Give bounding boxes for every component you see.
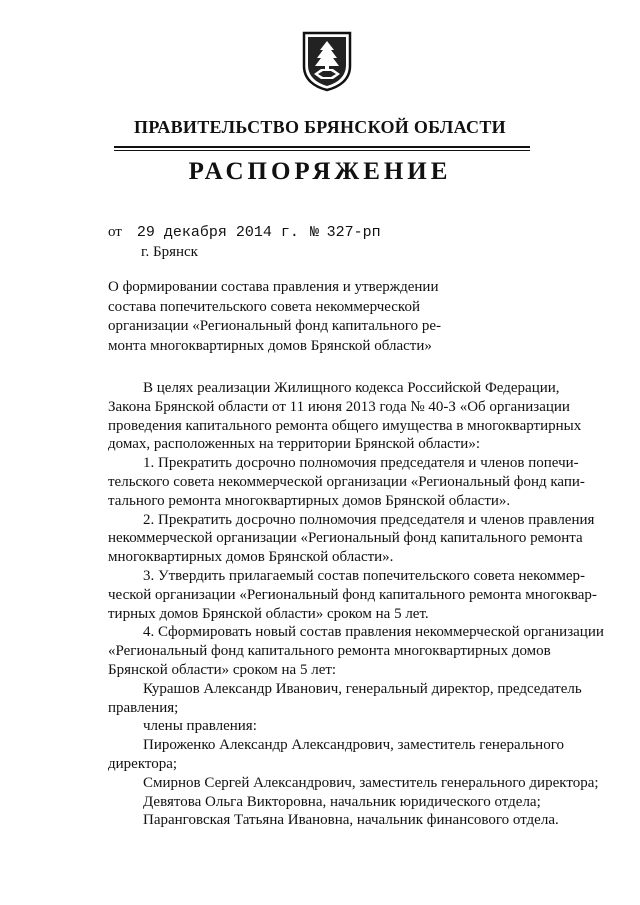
body-line: Пироженко Александр Александрович, заместитель генерального <box>143 737 564 754</box>
document-date-number <box>108 224 381 241</box>
body-line: В целях реализации Жилищного кодекса Российской Федерации, <box>143 380 560 396</box>
body-line: 2. Прекратить досрочно полномочия председателя и членов правления <box>143 511 595 528</box>
body-line: 4. Сформировать новый состав правления некоммерческой организации <box>143 624 604 641</box>
body-line: Брянской области» сроком на 5 лет: <box>108 661 337 678</box>
body-line: тельского совета некоммерческой организации «Региональный фонд капи- <box>108 473 585 490</box>
board-members-label: члены правления: <box>143 718 257 735</box>
board-member: Паранговская Татьяна Ивановна, начальник финансового отдела. <box>143 812 559 829</box>
body-line: 3. Утвердить прилагаемый состав попечительского совета некоммер- <box>143 567 586 584</box>
intro-paragraph <box>108 379 582 454</box>
board-member: Смирнов Сергей Александрович, заместитель генерального директора; <box>143 774 599 791</box>
board-member: Девятова Ольга Викторовна, начальник юридического отдела; <box>143 793 541 810</box>
body-line: многоквартирных домов Брянской области». <box>108 549 394 566</box>
paragraph-1 <box>108 454 585 510</box>
subject-line: монта многоквартирных домов Брянской области» <box>108 337 432 354</box>
body-line: тального ремонта многоквартирных домов Брянской области». <box>108 492 511 509</box>
coat-of-arms-icon <box>301 30 353 92</box>
document-body <box>108 379 604 830</box>
body-line: тирных домов Брянской области» сроком на 5 лет. <box>108 605 429 622</box>
subject-line: состава попечительского совета некоммерческой <box>108 298 420 315</box>
header-rule-thin <box>114 150 530 151</box>
paragraph-3 <box>108 567 597 623</box>
subject-line: организации «Региональный фонд капитального ре- <box>108 318 442 334</box>
header-rule-thick <box>114 146 530 148</box>
body-line: домах, расположенных на территории Брянской области»: <box>108 436 481 453</box>
body-line: ческой организации «Региональный фонд капитального ремонта многоквар- <box>108 586 597 603</box>
body-line: правления; <box>108 699 179 716</box>
body-line: проведения капитального ремонта общего имущества в многоквартирных <box>108 417 582 434</box>
number-sign: № <box>310 224 320 241</box>
body-line: Курашов Александр Иванович, генеральный директор, председатель <box>143 680 582 697</box>
document-date: 29 декабря 2014 г. <box>136 224 299 241</box>
subject-line: О формировании состава правления и утверждении <box>108 279 439 295</box>
document-subject <box>108 278 442 356</box>
document-number: 327-рп <box>326 224 381 241</box>
government-title: ПРАВИТЕЛЬСТВО БРЯНСКОЙ ОБЛАСТИ <box>134 117 506 137</box>
body-line: директора; <box>108 755 178 772</box>
body-line: «Региональный фонд капитального ремонта многоквартирных домов <box>108 643 551 660</box>
board-member <box>108 736 564 774</box>
board-chair <box>108 680 582 718</box>
paragraph-4 <box>108 623 604 679</box>
from-label: от <box>108 224 122 240</box>
document-type-title: РАСПОРЯЖЕНИЕ <box>188 158 452 185</box>
body-line: Закона Брянской области от 11 июня 2013 года № 40-З «Об организации <box>108 398 570 415</box>
paragraph-2 <box>108 511 595 567</box>
body-line: 1. Прекратить досрочно полномочия председателя и членов попечи- <box>143 455 579 472</box>
body-line: некоммерческой организации «Региональный фонд капитального ремонта <box>108 530 583 547</box>
city-label: г. Брянск <box>141 244 198 260</box>
